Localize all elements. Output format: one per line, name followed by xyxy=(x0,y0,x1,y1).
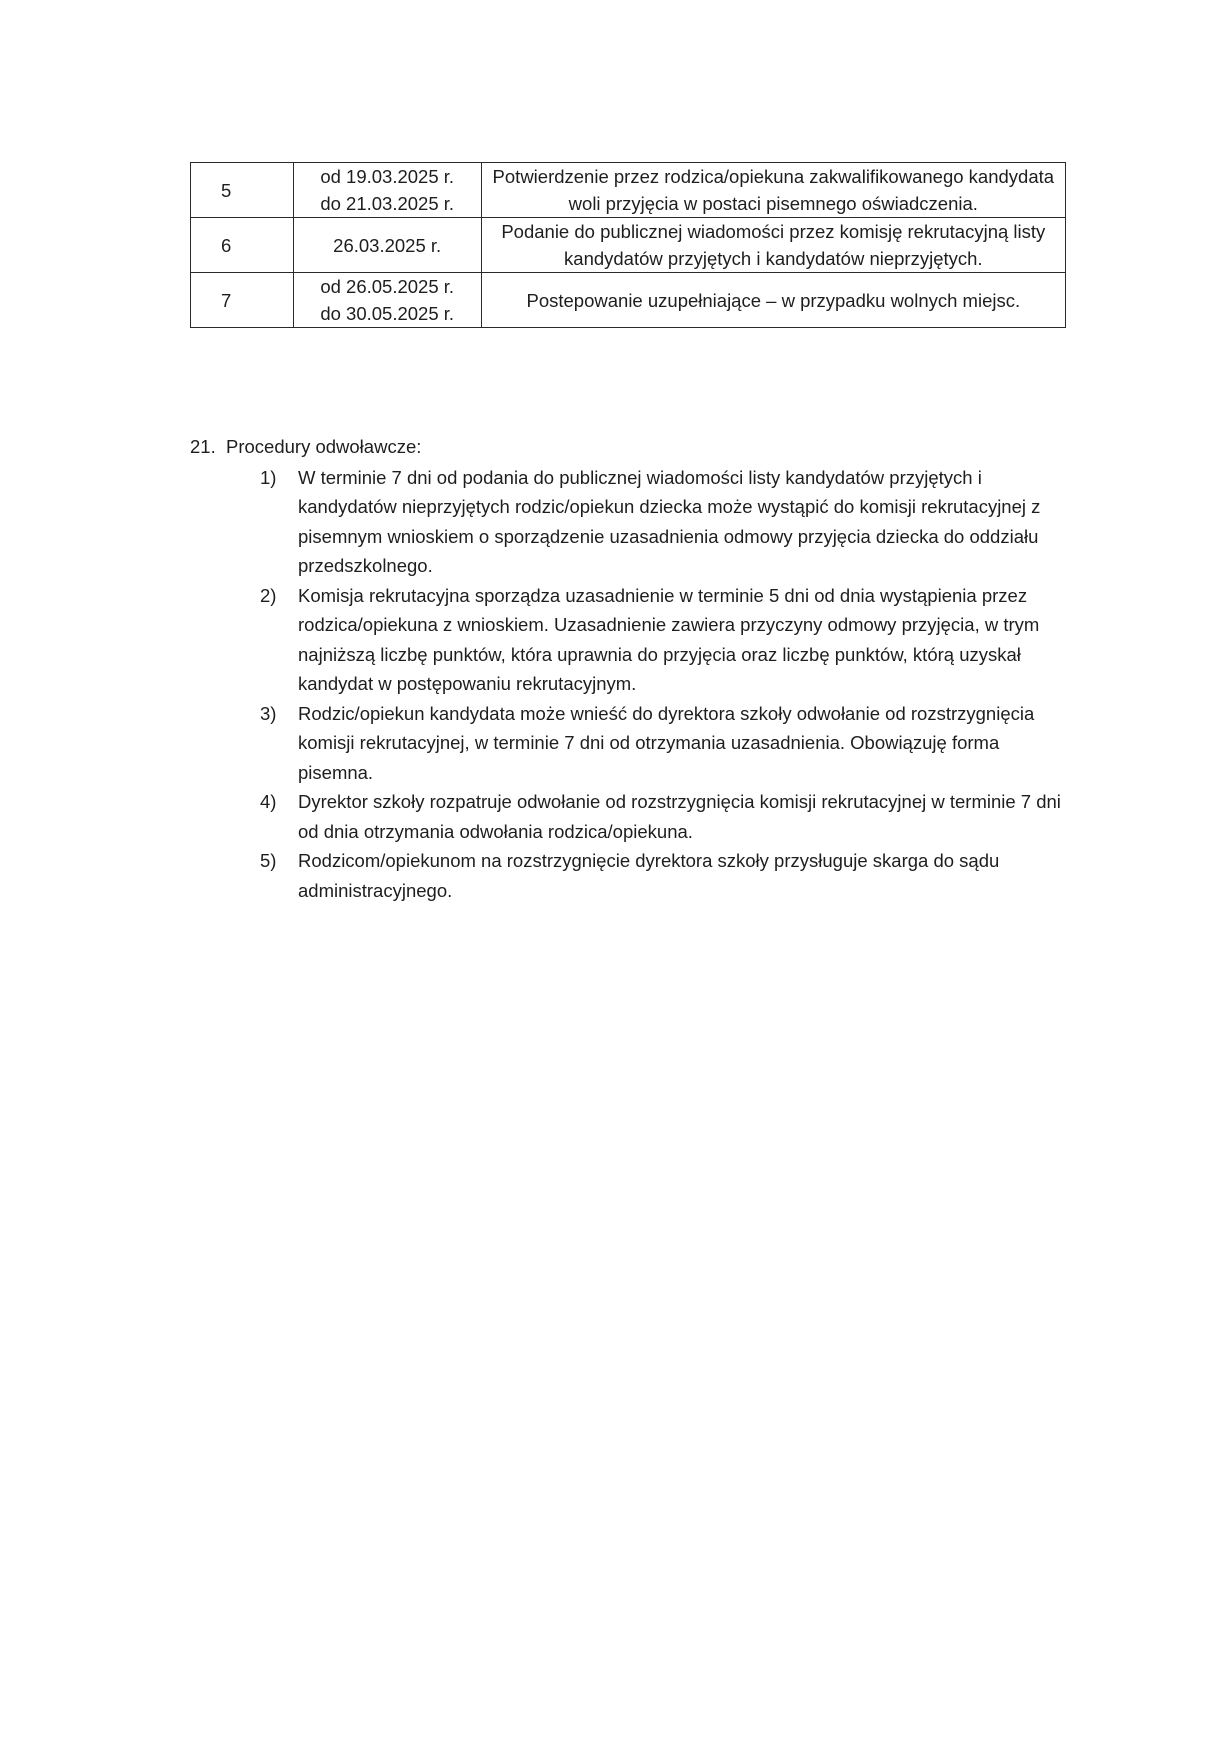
date-line: od 26.05.2025 r. xyxy=(320,276,455,297)
list-item-text: Rodzic/opiekun kandydata może wnieść do dyrektora szkoły odwołanie od rozstrzygnięcia komisji rekrutacyjnej, w terminie 7 dni od otrzymania uzasadnienia. Obowiązuję forma pisemna. xyxy=(298,702,1035,783)
date-line: 26.03.2025 r. xyxy=(333,234,442,256)
row-description: Postepowanie uzupełniające – w przypadku wolnych miejsc. xyxy=(481,273,1065,328)
list-item xyxy=(190,846,1070,905)
appeal-procedures-section xyxy=(190,432,1070,905)
list-item-text: Dyrektor szkoły rozpatruje odwołanie od rozstrzygnięcia komisji rekrutacyjnej w terminie 7 dni od dnia otrzymania odwołania rodzica/opiekuna. xyxy=(298,791,1061,842)
row-number: 5 xyxy=(191,163,294,218)
list-item xyxy=(190,699,1070,788)
list-item-marker: 2) xyxy=(260,584,277,606)
list-item-text: Komisja rekrutacyjna sporządza uzasadnienie w terminie 5 dni od dnia wystąpienia przez rodzica/opiekuna z wnioskiem. Uzasadnienie zawiera przyczyny odmowy przyjęcia, w trym najniższą liczbę punktów, która uprawnia do przyjęcia oraz liczbę punktów, którą uzyskał kandydat w postępowaniu rekrutacyjnym. xyxy=(298,584,1040,694)
table-row xyxy=(191,218,1066,273)
row-description: Potwierdzenie przez rodzica/opiekuna zakwalifikowanego kandydata woli przyjęcia w postaci pisemnego oświadczenia. xyxy=(481,163,1065,218)
list-item-marker: 1) xyxy=(260,466,277,488)
table-row xyxy=(191,273,1066,328)
date-line: do 21.03.2025 r. xyxy=(320,193,455,214)
section-heading xyxy=(190,432,1070,462)
recruitment-schedule-table xyxy=(190,162,1066,328)
row-date xyxy=(293,163,481,218)
date-line: do 30.05.2025 r. xyxy=(320,303,455,324)
row-number: 6 xyxy=(191,218,294,273)
list-item-text: W terminie 7 dni od podania do publicznej wiadomości listy kandydatów przyjętych i kandydatów nieprzyjętych rodzic/opiekun dziecka może wystąpić do komisji rekrutacyjnej z pisemnym wnioskiem o sporządzenie uzasadnienia odmowy przyjęcia dziecka do oddziału przedszkolnego. xyxy=(298,466,1041,576)
row-number: 7 xyxy=(191,273,294,328)
section-number: 21. xyxy=(190,436,216,457)
row-date xyxy=(293,273,481,328)
row-description: Podanie do publicznej wiadomości przez komisję rekrutacyjną listy kandydatów przyjętych i kandydatów nieprzyjętych. xyxy=(481,218,1065,273)
row-date xyxy=(293,218,481,273)
list-item-marker: 5) xyxy=(260,850,277,871)
list-item xyxy=(190,463,1070,581)
date-line: od 19.03.2025 r. xyxy=(320,166,455,187)
procedures-list xyxy=(190,463,1070,906)
list-item xyxy=(190,787,1070,846)
table-row xyxy=(191,163,1066,218)
list-item-text: Rodzicom/opiekunom na rozstrzygnięcie dyrektora szkoły przysługuje skarga do sądu administracyjnego. xyxy=(298,850,1000,901)
list-item-marker: 3) xyxy=(260,702,277,724)
list-item-marker: 4) xyxy=(260,791,277,812)
list-item xyxy=(190,581,1070,699)
section-title: Procedury odwoławcze: xyxy=(226,436,422,457)
